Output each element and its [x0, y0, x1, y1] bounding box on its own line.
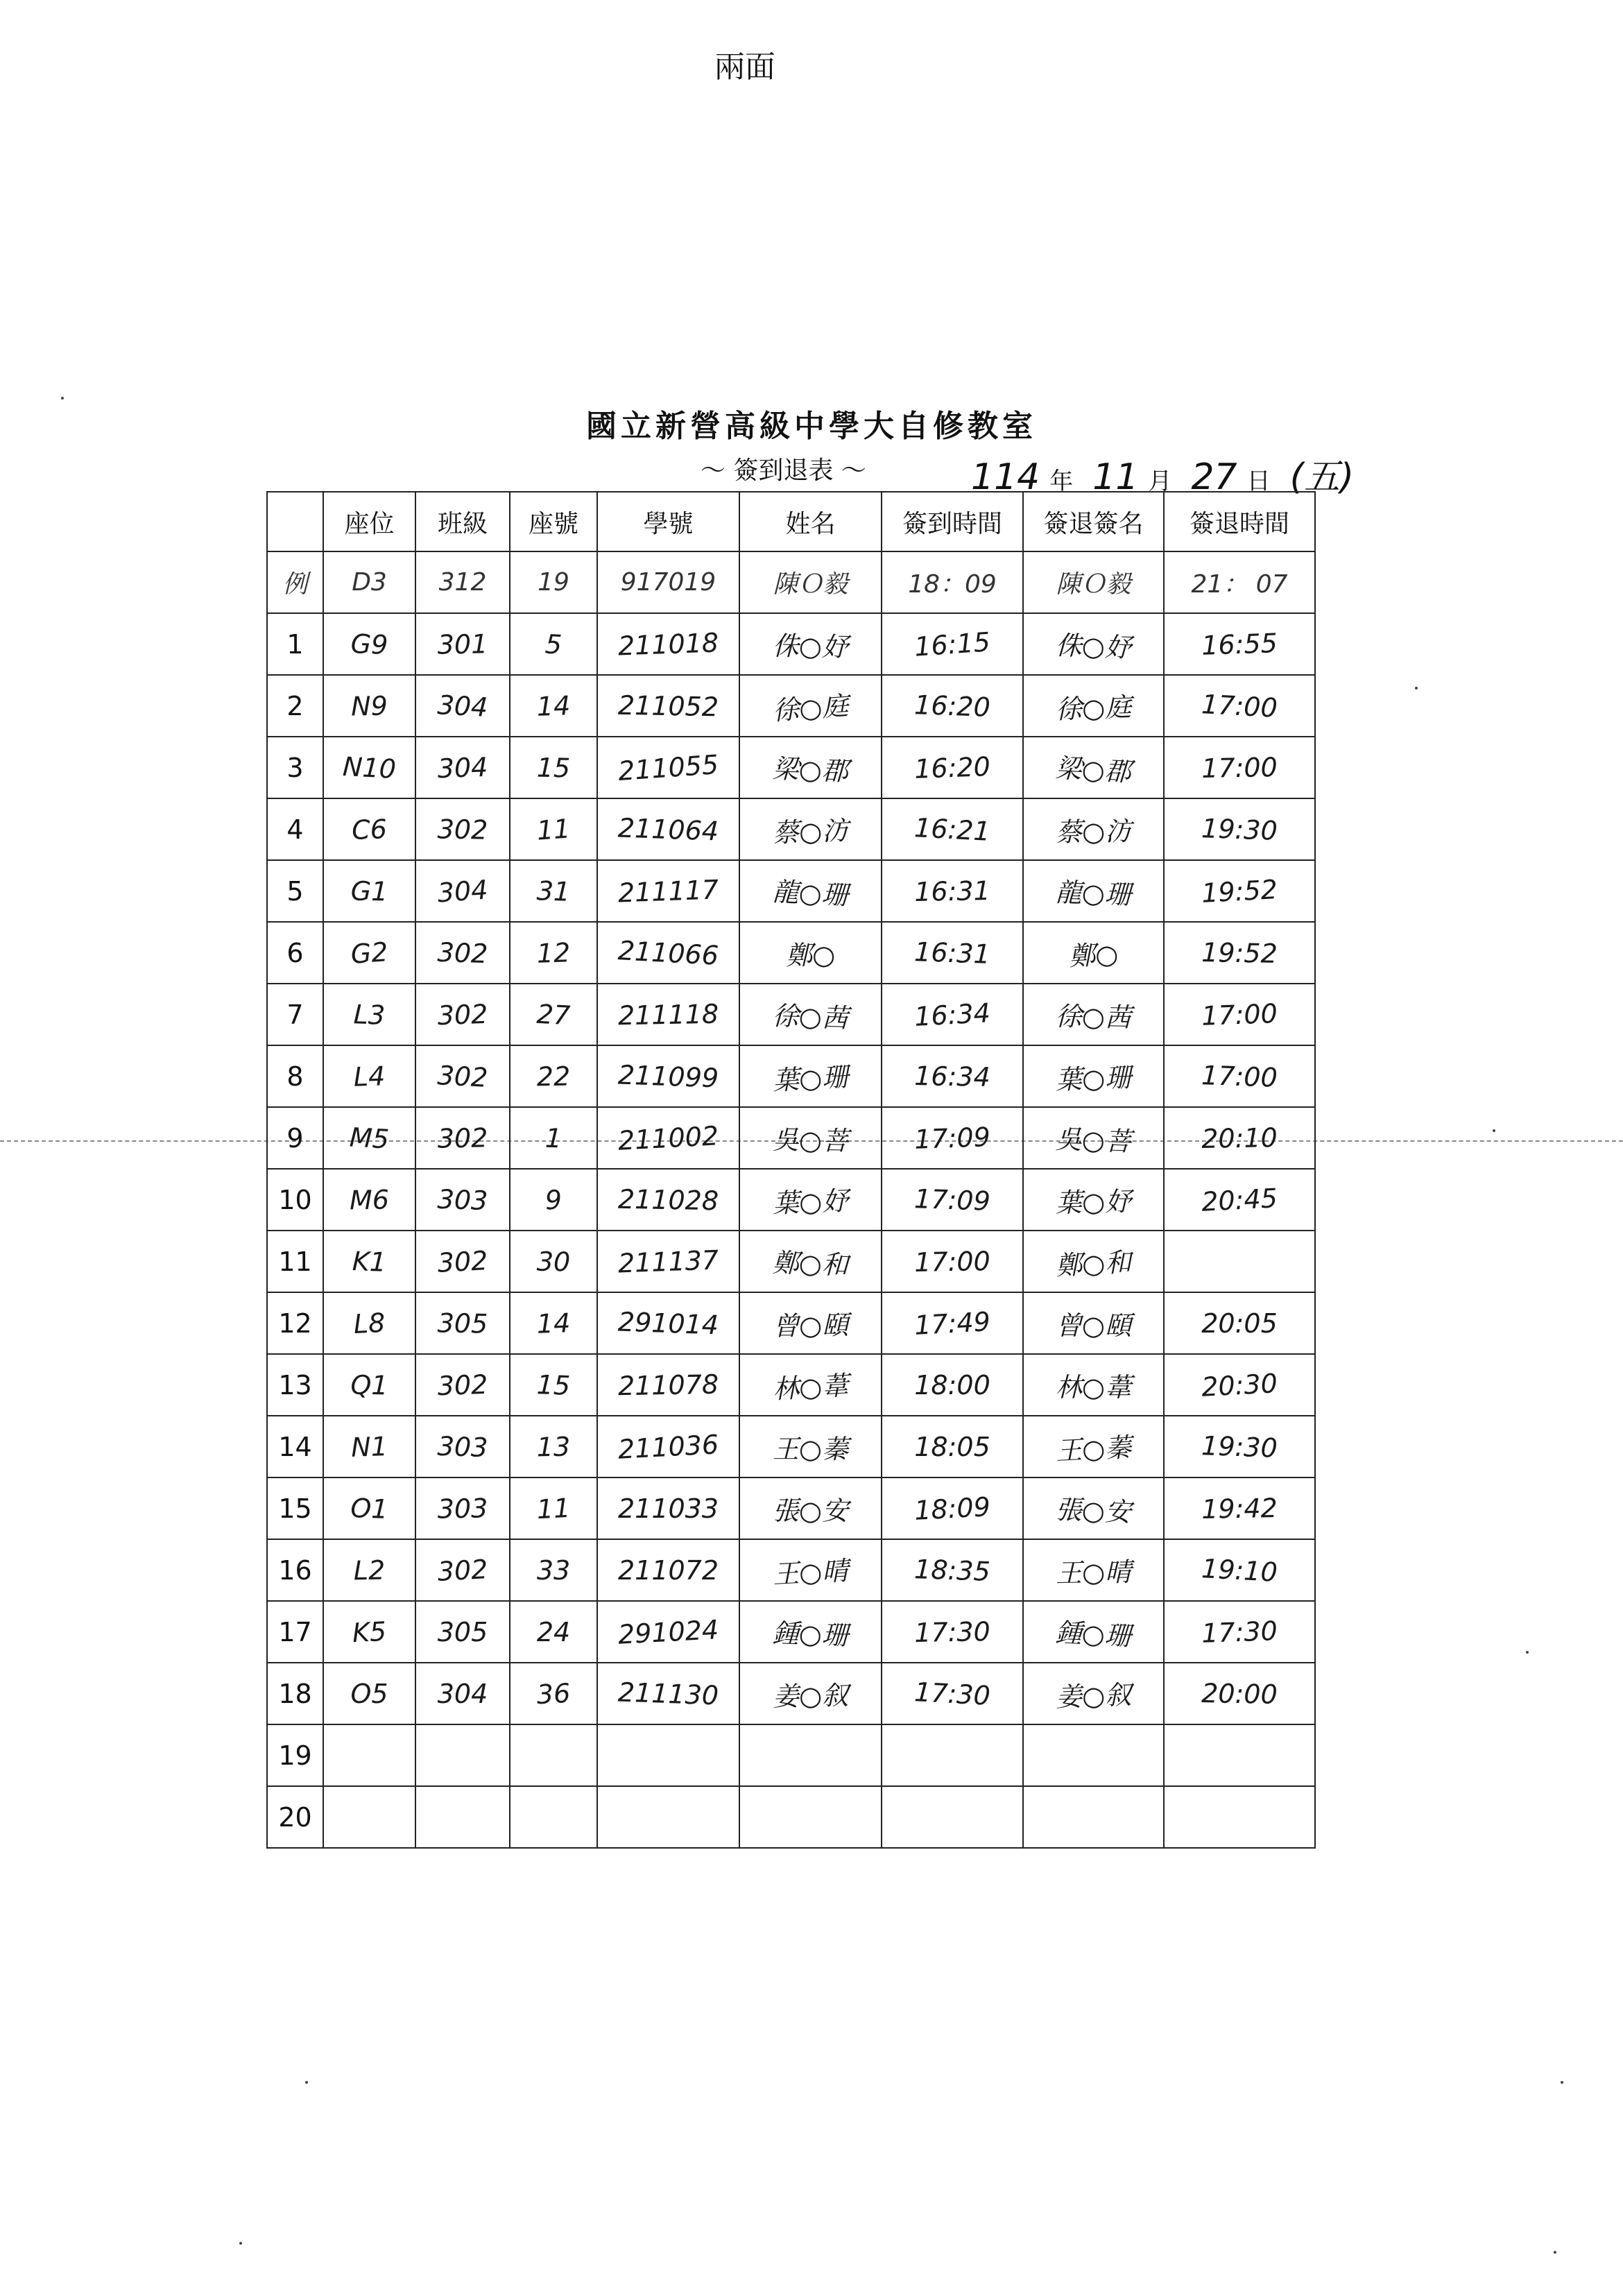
seat-cell: G9 — [322, 612, 416, 677]
sign-in-time-cell: 16:20 — [881, 734, 1024, 800]
seat-no-cell: 36 — [508, 1661, 599, 1727]
name-cell: 侏○妤 — [739, 612, 882, 676]
student-id-cell — [596, 1783, 741, 1852]
seat-no-cell: 13 — [509, 1415, 598, 1478]
class-cell: 302 — [414, 920, 510, 986]
row-number: 7 — [267, 984, 323, 1045]
seat-cell: G2 — [321, 918, 418, 986]
name-cell — [738, 1721, 883, 1790]
row-number: 1 — [267, 613, 323, 675]
header-sign-in-time: 簽到時間 — [882, 492, 1023, 551]
sign-out-signature-cell: 曾○頤 — [1023, 1292, 1164, 1354]
seat-cell: G1 — [323, 859, 416, 923]
sheet-title: 國立新營高級中學大自修教室 — [586, 409, 1037, 444]
class-cell: 301 — [415, 612, 510, 676]
sign-out-signature-cell: 葉○珊 — [1022, 1043, 1165, 1109]
sign-out-signature-cell: 林○葦 — [1023, 1354, 1164, 1416]
sign-out-time-cell: 20:10 — [1163, 1106, 1316, 1170]
sign-out-signature-cell: 梁○郡 — [1022, 733, 1165, 803]
sign-out-signature-cell: 葉○妤 — [1022, 1167, 1165, 1232]
sign-out-time-cell: 17:00 — [1163, 1043, 1316, 1110]
date-weekday: (五) — [1289, 456, 1355, 498]
row-number: 14 — [267, 1416, 323, 1477]
name-cell: 蔡○汸 — [739, 796, 883, 862]
table-row — [267, 1354, 1315, 1416]
seat-no-cell: 11 — [508, 796, 599, 864]
scan-speck — [1415, 687, 1418, 689]
table-row — [267, 1231, 1315, 1292]
seat-no-cell — [509, 1785, 598, 1849]
row-number: 6 — [267, 922, 323, 984]
header-student-id: 學號 — [597, 492, 739, 551]
seat-cell: M6 — [323, 1168, 416, 1231]
sign-in-time-cell: 16:34 — [881, 1044, 1024, 1108]
seat-cell: N1 — [322, 1414, 416, 1480]
sign-in-time-cell: 18:00 — [882, 1354, 1023, 1416]
sign-in-time-cell: 17:49 — [880, 1289, 1024, 1358]
sign-in-time-cell: 16:34 — [880, 980, 1024, 1050]
scan-speck — [1526, 1651, 1529, 1654]
seat-no-cell: 31 — [508, 859, 598, 923]
name-cell: 王○蓁 — [739, 1416, 882, 1477]
sign-out-signature-cell: 徐○茜 — [1022, 982, 1165, 1047]
student-id-cell: 211137 — [596, 1228, 741, 1294]
row-number: 4 — [267, 798, 323, 860]
sign-in-time-cell: 17:09 — [881, 1166, 1024, 1233]
sign-out-time-cell: 20:45 — [1162, 1165, 1316, 1234]
corner-note: 兩面 — [714, 49, 775, 85]
row-number: 18 — [267, 1663, 323, 1724]
table-row — [267, 1045, 1315, 1107]
row-number: 20 — [267, 1786, 323, 1848]
student-id-cell: 211052 — [596, 674, 740, 738]
scan-speck — [1554, 2251, 1556, 2254]
seat-no-cell: 12 — [508, 920, 598, 985]
seat-cell: K5 — [322, 1599, 417, 1665]
header-row — [267, 492, 1315, 551]
table-row — [267, 613, 1315, 675]
row-number: 5 — [267, 860, 323, 922]
sign-in-time-cell: 18:09 — [880, 1474, 1024, 1543]
name-cell: 張○安 — [739, 1477, 882, 1539]
class-cell: 304 — [414, 673, 511, 739]
example-sign-out-time-cell: 21： 07 — [1164, 551, 1315, 613]
date-year: 114 — [971, 456, 1040, 498]
table-row — [267, 737, 1315, 798]
sign-in-time-cell — [881, 1785, 1024, 1849]
row-number: 16 — [267, 1539, 323, 1601]
class-cell: 302 — [414, 1353, 510, 1418]
class-cell: 303 — [414, 1167, 510, 1233]
student-id-cell: 211055 — [595, 732, 741, 803]
table-row — [267, 984, 1315, 1045]
class-cell: 303 — [415, 1477, 510, 1540]
class-cell: 302 — [414, 982, 510, 1047]
year-label: 年 — [1049, 468, 1074, 495]
seat-no-cell: 11 — [508, 1475, 599, 1541]
scan-speck — [305, 2081, 308, 2084]
table-row — [267, 1292, 1315, 1354]
sign-out-signature-cell: 吳○菩 — [1022, 1104, 1165, 1171]
sign-in-time-cell: 17:09 — [881, 1104, 1024, 1171]
student-id-cell: 211072 — [597, 1539, 739, 1601]
day-label: 日 — [1246, 468, 1271, 495]
sign-out-signature-cell: 王○蓁 — [1022, 1412, 1165, 1482]
header-seat: 座位 — [323, 492, 415, 551]
sign-out-signature-cell: 姜○叙 — [1022, 1660, 1165, 1727]
table-row — [267, 1477, 1315, 1539]
seat-no-cell: 15 — [509, 736, 598, 799]
sign-out-time-cell: 19:10 — [1162, 1535, 1316, 1604]
seat-cell: L3 — [322, 982, 416, 1047]
seat-cell: N10 — [322, 735, 417, 801]
student-id-cell: 211118 — [596, 982, 740, 1047]
student-id-cell: 211036 — [596, 1412, 741, 1482]
sign-out-time-cell: 17:30 — [1163, 1598, 1316, 1665]
name-cell: 姜○叙 — [739, 1661, 882, 1726]
seat-no-cell: 33 — [510, 1539, 597, 1601]
name-cell: 龍○珊 — [738, 857, 883, 926]
student-id-cell: 211064 — [596, 796, 741, 862]
example-name-cell: 陳Ｏ毅 — [739, 551, 882, 613]
class-cell — [414, 1722, 511, 1789]
table-row — [267, 1169, 1315, 1231]
seat-no-cell: 24 — [510, 1601, 597, 1663]
row-number: 2 — [267, 675, 323, 737]
sign-out-signature-cell: 蔡○汸 — [1022, 797, 1165, 862]
table-row — [267, 860, 1315, 922]
seat-no-cell: 14 — [508, 674, 598, 738]
example-sign-in-time-cell: 18：09 — [882, 551, 1023, 613]
sign-out-signature-cell: 王○晴 — [1022, 1538, 1165, 1602]
example-row-number: 例 — [267, 551, 323, 613]
seat-cell: O1 — [322, 1476, 416, 1541]
sign-in-time-cell: 16:31 — [881, 919, 1024, 986]
table-row — [267, 1107, 1315, 1169]
row-number: 12 — [267, 1292, 323, 1354]
name-cell: 鄭○和 — [739, 1228, 883, 1294]
example-student-id-cell: 917019 — [597, 551, 739, 613]
seat-no-cell: 1 — [508, 1106, 598, 1170]
seat-no-cell: 22 — [509, 1045, 598, 1108]
student-id-cell: 211078 — [596, 1353, 740, 1417]
row-number: 3 — [267, 737, 323, 798]
seat-no-cell: 15 — [508, 1353, 598, 1417]
sign-in-time-cell: 17:30 — [881, 1600, 1024, 1664]
sign-out-time-cell: 19:42 — [1163, 1476, 1316, 1541]
class-cell: 303 — [414, 1414, 510, 1480]
sign-out-signature-cell: 龍○珊 — [1022, 857, 1165, 924]
sign-out-signature-cell: 徐○庭 — [1022, 672, 1165, 739]
student-id-cell: 211066 — [596, 918, 741, 988]
sign-out-time-cell: 17:00 — [1163, 981, 1316, 1048]
row-number: 9 — [267, 1107, 323, 1169]
student-id-cell: 291024 — [596, 1597, 741, 1667]
sign-out-signature-cell: 鄭○和 — [1022, 1227, 1165, 1296]
name-cell: 葉○珊 — [738, 1042, 883, 1111]
class-cell: 305 — [415, 1292, 510, 1355]
class-cell: 302 — [414, 1043, 511, 1110]
header-sign-out-time: 簽退時間 — [1164, 492, 1315, 551]
sign-out-time-cell: 20:00 — [1163, 1661, 1316, 1726]
sign-out-signature-cell: 鍾○珊 — [1022, 1597, 1165, 1667]
table-row — [267, 1601, 1315, 1663]
name-cell: 梁○郡 — [739, 734, 883, 800]
scan-speck — [239, 2242, 242, 2245]
student-id-cell: 211130 — [596, 1660, 741, 1727]
sheet-subtitle: ～ 簽到退表 ～ — [701, 456, 866, 485]
table-row — [267, 798, 1315, 860]
seat-cell: Q1 — [323, 1353, 416, 1416]
class-cell — [414, 1785, 510, 1850]
student-id-cell: 211018 — [596, 610, 741, 677]
sign-out-time-cell: 19:52 — [1162, 856, 1316, 925]
sign-in-time-cell: 16:15 — [879, 608, 1025, 680]
name-cell: 徐○茜 — [739, 981, 883, 1047]
sign-in-time-cell: 16:20 — [881, 672, 1024, 739]
sign-out-time-cell — [1164, 1231, 1315, 1292]
sign-in-time-cell — [881, 1722, 1024, 1788]
sign-out-signature-cell — [1021, 1781, 1166, 1853]
class-cell: 304 — [413, 857, 512, 925]
name-cell — [739, 1783, 883, 1850]
table-row — [267, 922, 1315, 984]
sign-out-time-cell: 17:00 — [1162, 671, 1316, 740]
seat-cell — [323, 1724, 415, 1786]
sign-in-time-cell: 18:05 — [882, 1416, 1023, 1477]
student-id-cell: 291014 — [596, 1290, 741, 1356]
sign-in-time-cell: 16:21 — [880, 795, 1024, 864]
header-name: 姓名 — [739, 492, 882, 551]
class-cell: 304 — [415, 1663, 510, 1724]
student-id-cell: 211117 — [596, 857, 741, 924]
sign-in-time-cell: 17:00 — [881, 1229, 1024, 1294]
name-cell: 曾○頤 — [739, 1291, 882, 1355]
class-cell: 302 — [415, 1106, 510, 1170]
seat-no-cell — [508, 1723, 598, 1788]
header-seat-no: 座號 — [510, 492, 597, 551]
sign-out-time-cell: 17:00 — [1163, 735, 1316, 800]
table-row — [267, 675, 1315, 737]
class-cell: 304 — [414, 735, 510, 800]
row-number: 10 — [267, 1169, 323, 1231]
row-number: 11 — [267, 1231, 323, 1292]
row-number: 15 — [267, 1477, 323, 1539]
name-cell: 林○葦 — [738, 1351, 883, 1420]
name-cell: 徐○庭 — [737, 670, 884, 742]
sign-out-time-cell — [1162, 1720, 1317, 1792]
seat-cell: L2 — [323, 1539, 416, 1602]
student-id-cell: 211002 — [596, 1104, 741, 1173]
corner-cell — [267, 492, 323, 551]
example-seat-cell: D3 — [323, 551, 415, 613]
student-id-cell — [596, 1723, 740, 1788]
seat-cell: N9 — [323, 674, 416, 737]
table-row — [267, 1663, 1315, 1724]
row-number: 8 — [267, 1045, 323, 1107]
seat-cell — [322, 1784, 417, 1851]
sign-out-time-cell: 16:55 — [1163, 610, 1316, 678]
example-class-cell: 312 — [415, 551, 510, 613]
name-cell: 吳○菩 — [739, 1106, 882, 1170]
seat-no-cell: 5 — [508, 611, 599, 677]
header-class: 班級 — [415, 492, 510, 551]
seat-no-cell: 9 — [508, 1167, 599, 1233]
seat-cell: L8 — [322, 1290, 417, 1357]
table-row — [267, 1724, 1315, 1786]
scan-speck — [1561, 2081, 1563, 2084]
row-number: 17 — [267, 1601, 323, 1663]
class-cell: 302 — [414, 1228, 511, 1295]
table-row — [267, 1539, 1315, 1601]
name-cell: 鍾○珊 — [739, 1598, 883, 1665]
seat-cell: K1 — [322, 1229, 416, 1294]
seat-cell: L4 — [322, 1044, 416, 1109]
sign-out-signature-cell — [1022, 1723, 1165, 1788]
row-number: 19 — [267, 1724, 323, 1786]
sign-in-time-cell: 18:35 — [881, 1536, 1024, 1603]
sign-out-signature-cell: 鄭○ — [1022, 918, 1165, 988]
sign-in-table — [266, 491, 1316, 1849]
date-day: 27 — [1191, 456, 1237, 498]
row-number: 13 — [267, 1354, 323, 1416]
seat-cell: M5 — [322, 1105, 417, 1172]
table-row — [267, 1416, 1315, 1477]
class-cell: 302 — [414, 1537, 511, 1604]
class-cell: 302 — [415, 798, 510, 861]
sign-out-signature-cell: 張○安 — [1022, 1475, 1165, 1541]
seat-cell: C6 — [322, 797, 416, 862]
seat-no-cell: 27 — [508, 982, 599, 1047]
header-sign-out-signature: 簽退簽名 — [1023, 492, 1164, 551]
student-id-cell: 211099 — [596, 1043, 741, 1109]
sign-in-time-cell: 17:30 — [880, 1659, 1024, 1729]
sign-out-time-cell: 20:05 — [1164, 1292, 1315, 1354]
sign-out-time-cell: 19:52 — [1163, 920, 1316, 985]
seat-no-cell: 14 — [508, 1291, 598, 1355]
date-month: 11 — [1092, 456, 1139, 498]
example-seat-no-cell: 19 — [510, 551, 597, 613]
name-cell: 王○晴 — [738, 1536, 883, 1605]
table-row — [267, 1786, 1315, 1848]
sign-in-time-cell: 16:31 — [881, 859, 1024, 923]
name-cell: 鄭○ — [739, 920, 882, 985]
sign-out-time-cell — [1163, 1783, 1316, 1851]
example-row — [267, 551, 1315, 613]
student-id-cell: 211033 — [597, 1477, 739, 1539]
scan-speck — [1493, 1129, 1495, 1132]
seat-no-cell: 30 — [509, 1230, 598, 1293]
student-id-cell: 211028 — [596, 1167, 740, 1232]
scan-speck — [61, 397, 64, 400]
example-sign-out-signature-cell: 陳Ｏ毅 — [1023, 551, 1164, 613]
sign-out-time-cell: 19:30 — [1163, 796, 1316, 863]
seat-cell: O5 — [323, 1663, 415, 1724]
name-cell: 葉○妤 — [739, 1166, 883, 1233]
sign-out-time-cell: 20:30 — [1162, 1350, 1316, 1419]
sign-out-signature-cell: 侏○妤 — [1022, 610, 1165, 677]
class-cell: 305 — [415, 1601, 510, 1663]
month-label: 月 — [1148, 468, 1172, 495]
sign-out-time-cell: 19:30 — [1163, 1413, 1316, 1480]
